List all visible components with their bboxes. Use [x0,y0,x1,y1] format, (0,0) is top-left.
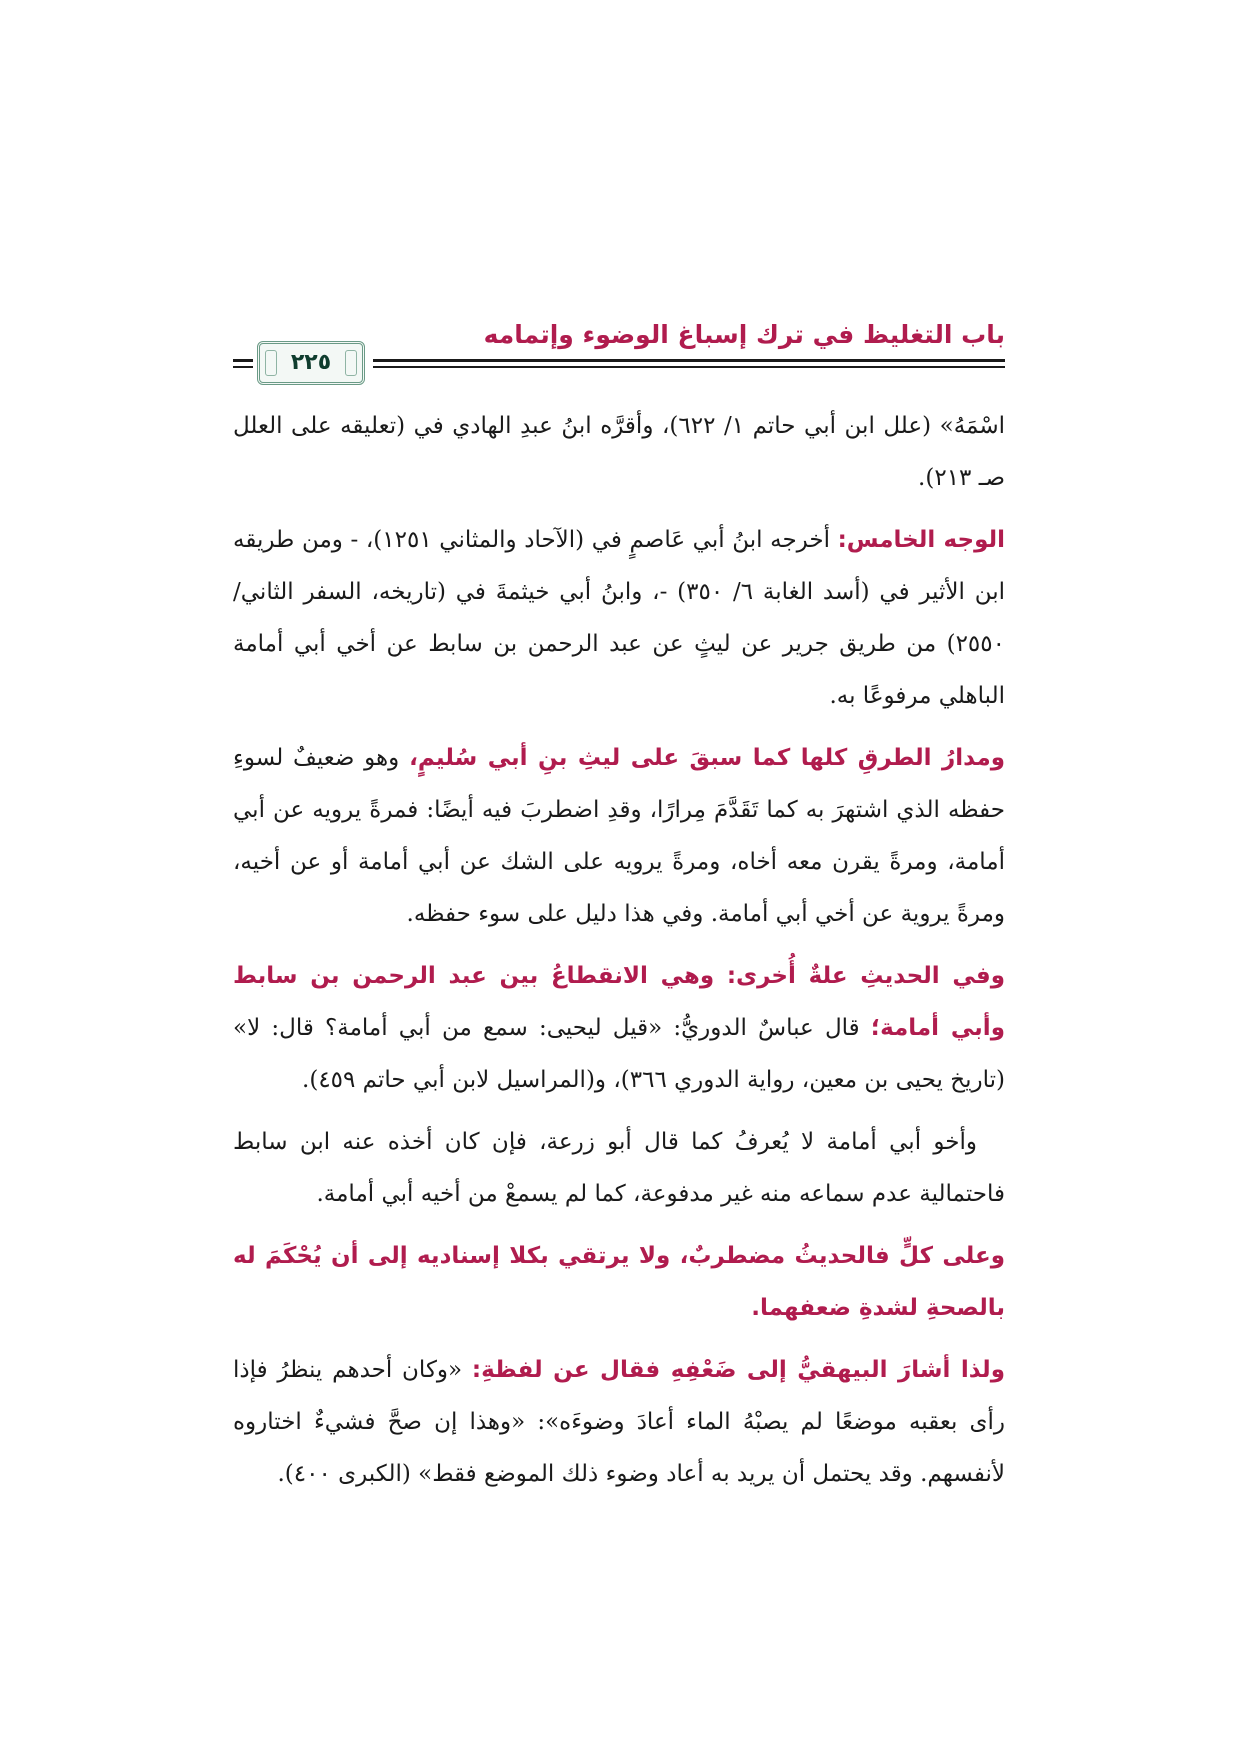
header-rule-top [373,359,1005,362]
page-number-frame [257,341,365,385]
paragraph-5 [233,1116,1005,1220]
page-header [233,318,1005,382]
paragraph-4-text: قال عباسٌ الدوريُّ: «قيل ليحيى: سمع من أبي أمامة؟ قال: لا» (تاريخ يحيى بن معين، رواية الدوري ٣٦٦)، و(المراسيل لابن أبي حاتم ٤٥٩). [233,1015,1005,1093]
page-number: ٢٢٥ [290,350,332,375]
page-body [233,400,1005,1510]
paragraph-7-text: «وكان أحدهم ينظرُ فإذا رأى بعقبه موضعًا لم يصبْهُ الماء أعادَ وضوءَه»: «وهذا إن صحَّ فشيءٌ اختاروه لأنفسهم. وقد يحتمل أن يريد به أعاد وضوء ذلك الموضع فقط» (الكبرى ٤٠٠). [233,1357,1005,1487]
header-rule-left-bottom [233,366,253,368]
paragraph-7-heading: ولذا أشارَ البيهقيُّ إلى ضَعْفِهِ فقال عن لفظةِ: [471,1357,1005,1383]
paragraph-4-heading: وفي الحديثِ علةٌ أُخرى: وهي الانقطاعُ بين عبد الرحمن بن سابط وأبي أمامة؛ [233,963,1005,1041]
paragraph-3-text: وهو ضعيفٌ لسوءِ حفظه الذي اشتهرَ به كما تَقَدَّمَ مِرارًا، وقدِ اضطربَ فيه أيضًا: فمرةً يرويه عن أبي أمامة، ومرةً يقرن معه أخاه، ومرةً يرويه على الشك عن أبي أمامة أو عن أخيه، ومرةً يروية عن أخي أبي أمامة. وفي هذا دليل على سوء حفظه. [233,745,1005,927]
paragraph-1-text: اسْمَهُ» (علل ابن أبي حاتم ١/ ٦٢٢)، وأقرَّه ابنُ عبدِ الهادي في (تعليقه على العلل صـ ٢١٣). [233,413,1005,491]
paragraph-6-conclusion: وعلى كلٍّ فالحديثُ مضطربٌ، ولا يرتقي بكلا إسناديه إلى أن يُحْكَمَ له بالصحةِ لشدةِ ضعفهما. [233,1243,1005,1321]
paragraph-1 [233,400,1005,504]
paragraph-7 [233,1344,1005,1500]
paragraph-3-heading: ومدارُ الطرقِ كلها كما سبقَ على ليثِ بنِ أبي سُليمٍ، [409,745,1005,771]
paragraph-6 [233,1230,1005,1334]
paragraph-5-text: وأخو أبي أمامة لا يُعرفُ كما قال أبو زرعة، فإن كان أخذه عنه ابن سابط فاحتمالية عدم سماعه منه غير مدفوعة، كما لم يسمعْ من أخيه أبي أمامة. [233,1129,1005,1207]
paragraph-2-heading: الوجه الخامس: [837,527,1006,553]
paragraph-2-text: أخرجه ابنُ أبي عَاصمٍ في (الآحاد والمثاني ١٢٥١)، - ومن طريقه ابن الأثير في (أسد الغابة ٦/ ٣٥٠) -، وابنُ أبي خيثمةَ في (تاريخه، السفر الثاني/ ٢٥٥٠) من طريق جرير عن ليثٍ عن عبد الرحمن بن سابط عن أخي أبي أمامة الباهلي مرفوعًا به. [233,527,1005,709]
paragraph-4 [233,950,1005,1106]
header-rule-left-top [233,359,253,362]
chapter-title: باب التغليظ في ترك إسباغ الوضوء وإتمامه [483,320,1005,349]
paragraph-2 [233,514,1005,722]
paragraph-3 [233,732,1005,940]
header-rule-bottom [373,366,1005,368]
